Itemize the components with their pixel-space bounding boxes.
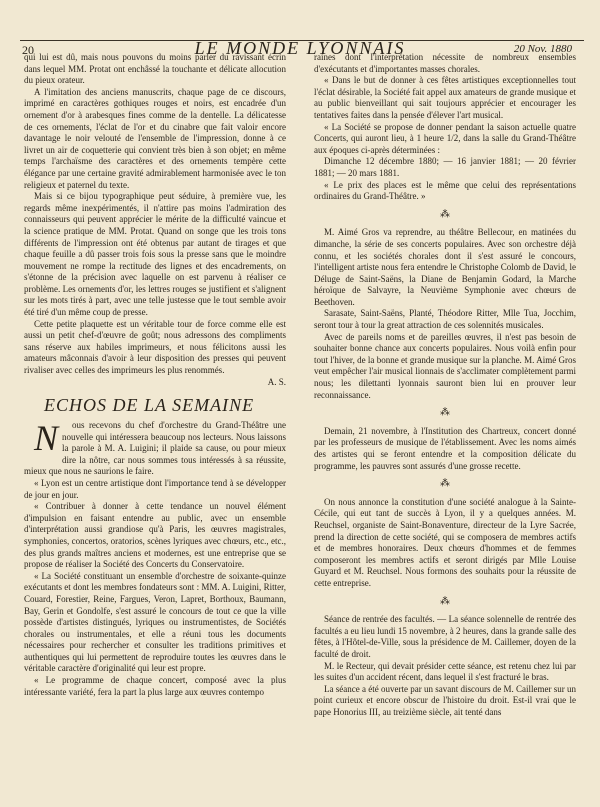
signature: A. S. bbox=[267, 376, 286, 387]
header-rule bbox=[20, 40, 584, 41]
drop-cap: N bbox=[34, 418, 59, 458]
paragraph: M. le Recteur, qui devait présider cette séance, est retenu chez lui par les suites d'un accident récent, dans lequel il s'est fracturé le bras. bbox=[314, 660, 576, 683]
paragraph: Cette petite plaquette est un véritable tour de force comme elle est aussi un petit chef-d'œuvre de goût; nous adressons des compliments sans réserve aux habiles imprimeurs, et nous félicitons aussi les amateurs mâconnais d'avoir à leur disposition des presses qui peuvent rivaliser avec celles des imprimeurs les plus renommés. bbox=[24, 318, 286, 376]
paragraph: « La Société constituant un ensemble d'orchestre de soixante-quinze exécutants et dont les membres fondateurs sont : MM. A. Luigini, Ritter, Couard, Forestier, Reine, Fargues, Veron, Lapret, Borthoux, Baumann, Bay, Gerin et Gondolfe, s'est assuré le concours de tout ce que la ville possède d'artistes distingués, lyriques ou instrumentistes, de Sociétés chorales ou instrumentales, et elle a réuni tous les documents nécessaires pour rechercher et consulter les traditions primitives et authentiques qui lui permettent de reproduire toutes les œuvres dans le véritable caractère d'originalité qui leur est propre. bbox=[24, 570, 286, 674]
paragraph: Mais si ce bijou typographique peut séduire, à première vue, les regards même inexpérimentés, il n'attire pas moins l'admiration des connaisseurs qui peuvent apprécier le mérite de la difficulté vaincue et la science pratique de MM. Protat. Quand on songe que les trois tons différents de l'impression ont été obtenus par autant de tirages et que chaque feuille a dû passer trois fois sous la presse sans que le moindre mouvement ne rompe la rectitude des lignes et des encadrements, on s'étonne de la précision avec laquelle on est parvenu à réaliser ce problème. Les ornements d'or, les lettres rouges se justifient et s'alignent sur les mots tirés à part, avec une telle justesse que le tout semble avoir été tiré d'un même coup de presse. bbox=[24, 191, 286, 318]
paragraph: M. Aimé Gros va reprendre, au théâtre Bellecour, en matinées du dimanche, la série de ses concerts populaires. Avec son orchestre déjà connu, et les sociétés chorales dont il s'est assuré le concours, l'intelligent artiste nous fera entendre le Christophe Colomb de David, le Déluge de Saint-Saëns, la Diane de Benjamin Godard, la Marche héroïque de Salvayre, la Neuvième Symphonie avec chœurs de Beethoven. bbox=[314, 227, 576, 307]
paragraph: « Lyon est un centre artistique dont l'importance tend à se développer de jour en jour. bbox=[24, 477, 286, 500]
paragraph: Séance de rentrée des facultés. — La séance solennelle de rentrée des facultés a eu lieu lundi 15 novembre, à 2 heures, dans la grande salle des fêtes, à l'Hôtel-de-Ville, sous la présidence de M. Caillemer, doyen de la faculté de droit. bbox=[314, 614, 576, 659]
page-number: 20 bbox=[22, 43, 34, 57]
paragraph: Demain, 21 novembre, à l'Institution des Chartreux, concert donné par les professeurs de musique de l'établissement. Avec les noms aimés des artistes qui se feront entendre et la composition délicate du programme, les pauvres sont assurés d'une grosse recette. bbox=[314, 425, 576, 471]
paragraph: Dimanche 12 décembre 1880; — 16 janvier 1881; — 20 février 1881; — 20 mars 1881. bbox=[314, 156, 576, 178]
paragraph: « Contribuer à donner à cette tendance un nouvel élément d'impulsion en faisant entendre au public, avec un ensemble d'interprétation aussi grandiose qu'à Paris, les œuvres magistrales, symphonies, concertos, oratorios, scènes lyriques avec chœurs, etc., etc., des plus grands maîtres anciens et modernes, est une entreprise que se propose de réaliser la Société des Concerts du Conservatoire. bbox=[24, 501, 286, 570]
paragraph: La séance a été ouverte par un savant discours de M. Caillemer sur un point curieux et encore obscur de l'histoire du droit. Est-il vrai que le pape Honorius III, au treizième siècle, ait tenté dans bbox=[314, 683, 576, 717]
page-header bbox=[0, 22, 600, 58]
journal-title: LE MONDE LYONNAIS bbox=[194, 38, 406, 58]
paragraph: raines dont l'interprétation nécessite de nombreux ensembles d'exécutants et d'importantes masses chorales. bbox=[314, 52, 576, 74]
ornament-separator: ⁂ bbox=[440, 208, 450, 220]
paragraph: A l'imitation des anciens manuscrits, chaque page de ce discours, imprimé en caractères gothiques rouges et noirs, est encadrée d'un ornement d'or à arabesques fines comme de la dentelle. La délicatesse de ces ornements, l'éclat de l'or et du cinabre que fait valoir encore davantage le noir velouté de l'ensemble de l'impression, donne à ce livret un air de coquetterie qui convient très bien à son objet; en même temps l'archaïsme des caractères et des ornements tempère cette élégance par une certaine gravité admirablement harmonisée avec le ton religieux et paternel du texte. bbox=[24, 86, 286, 190]
paragraph: N ous recevons du chef d'orchestre du Grand-Théâtre une nouvelle qui intéressera beaucoup nos lecteurs. Nous laissons la parole à M. A. Luigini; il plaide sa cause, ou pour mieux dire la nôtre, car nous sommes tous intéressés à sa réussite, mieux que nous ne saurions le faire. bbox=[24, 418, 286, 477]
paragraph: « Dans le but de donner à ces fêtes artistiques exceptionnelles tout l'éclat désirable, la Société fait appel aux amateurs de grande musique et au public bienveillant qui sait toujours apprécier et encourager les tentatives faites dans la pensée d'élever l'art musical. bbox=[314, 75, 576, 120]
paragraph: On nous annonce la constitution d'une société analogue à la Sainte-Cécile, qui eut tant de succès à Lyon, il y a quelques années. M. Reuchsel, organiste de Saint-Bonaventure, directeur de la Lyre Sacrée, prend la direction de cette société, qui se composera de membres actifs et de membres honoraires. Deux chœurs d'hommes et de femmes composeront les membres actifs et seront dirigés par Mlle Louise Guyard et M. Reuchsel. Nous formons des souhaits pour la réussite de cette entreprise. bbox=[314, 496, 576, 588]
right-column bbox=[314, 52, 576, 718]
ornament-separator: ⁂ bbox=[440, 478, 450, 490]
echos-section bbox=[24, 420, 286, 698]
left-column bbox=[24, 52, 286, 388]
paragraph: « Le programme de chaque concert, composé avec la plus intéressante variété, fera la part la plus large aux œuvres contempo bbox=[24, 675, 286, 697]
paragraph: qui lui est dû, mais nous pouvons du moins parler du ravissant écrin dans lequel MM. Protat ont enchâssé la touchante et délicate allocution du pieux orateur. bbox=[24, 52, 286, 86]
paragraph: Avec de pareils noms et de pareilles œuvres, il n'est pas besoin de souhaiter bonne chance aux concerts populaires. Nous voilà enfin pour tout l'hiver, de la bonne et grande musique sur la planche. M. Aimé Gros veut empêcher l'air musical lionnais de s'acclimater complètement parmi nous; les dilettanti lyonnais sauront bien lui en prouver leur reconnaissance. bbox=[314, 331, 576, 400]
ornament-separator: ⁂ bbox=[440, 407, 450, 419]
paragraph: « La Société se propose de donner pendant la saison actuelle quatre Concerts, qui auront lieu, à 1 heure 1/2, dans la salle du Grand-Théâtre aux époques ci-après déterminées : bbox=[314, 121, 576, 155]
paragraph: Sarasate, Saint-Saëns, Planté, Théodore Ritter, Mlle Tua, Jocchim, seront tour à tour la great attraction de ces solennités musicales. bbox=[314, 308, 576, 331]
ornament-separator: ⁂ bbox=[440, 595, 450, 607]
paragraph: « Le prix des places est le même que celui des représentations ordinaires du Grand-Théâtre. » bbox=[314, 179, 576, 202]
section-heading: ECHOS DE LA SEMAINE bbox=[44, 395, 255, 415]
issue-date: 20 Nov. 1880 bbox=[513, 43, 572, 55]
